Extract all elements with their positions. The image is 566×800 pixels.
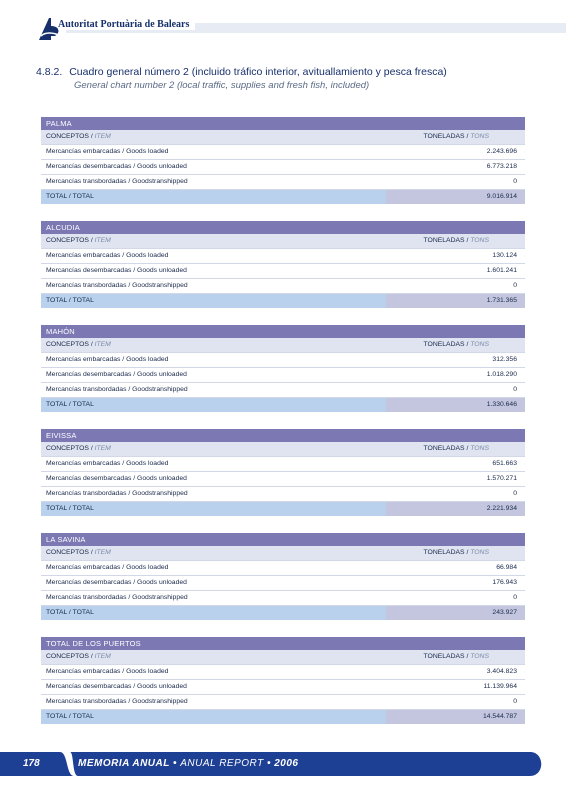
total-row <box>41 294 525 308</box>
concept-column-header <box>41 130 386 144</box>
tons-header-en: TONS <box>470 653 489 660</box>
concept-header-es: CONCEPTOS / <box>46 653 93 660</box>
tons-column-header <box>386 338 525 352</box>
tons-column-header <box>386 442 525 456</box>
organization-name: Autoritat Portuària de Balears <box>58 19 195 30</box>
port-name: ALCUDIA <box>41 221 525 234</box>
row-label: Mercancías embarcadas / Goods loaded <box>46 460 169 467</box>
tons-header-en: TONS <box>470 341 489 348</box>
concept-header-en: ITEM <box>94 237 111 244</box>
total-value: 1.731.365 <box>386 294 525 308</box>
concept-header-es: CONCEPTOS / <box>46 237 93 244</box>
row-label: Mercancías transbordadas / Goodstranshipped <box>46 594 188 601</box>
port-table <box>41 637 525 724</box>
tons-column-header <box>386 130 525 144</box>
tons-header-es: TONELADAS / <box>423 445 469 452</box>
table-row <box>41 264 525 279</box>
table-row <box>41 383 525 398</box>
total-label: TOTAL / TOTAL <box>46 713 94 720</box>
tons-header-en: TONS <box>470 549 489 556</box>
total-row <box>41 502 525 516</box>
row-value: 0 <box>513 386 517 393</box>
page-number: 178 <box>23 758 40 769</box>
row-value: 6.773.218 <box>486 163 517 170</box>
row-value: 2.243.696 <box>486 148 517 155</box>
row-value: 0 <box>513 282 517 289</box>
row-label: Mercancías embarcadas / Goods loaded <box>46 668 169 675</box>
total-label: TOTAL / TOTAL <box>46 609 94 616</box>
concept-column-header <box>41 650 386 664</box>
row-value: 1.018.290 <box>486 371 517 378</box>
row-label: Mercancías transbordadas / Goodstranshipped <box>46 178 188 185</box>
total-label: TOTAL / TOTAL <box>46 505 94 512</box>
table-row <box>41 576 525 591</box>
row-value: 176.943 <box>492 579 517 586</box>
footer-label: MEMORIA ANUAL • ANUAL REPORT • 2006 <box>78 758 299 769</box>
section-number: 4.8.2. <box>36 66 63 78</box>
tons-header-en: TONS <box>470 133 489 140</box>
concept-header-en: ITEM <box>94 341 111 348</box>
row-label: Mercancías transbordadas / Goodstranshipped <box>46 490 188 497</box>
section-subtitle: General chart number 2 (local traffic, supplies and fresh fish, included) <box>74 80 370 91</box>
row-value: 0 <box>513 490 517 497</box>
port-table <box>41 117 525 204</box>
table-row <box>41 368 525 383</box>
table-row <box>41 695 525 710</box>
concept-header-en: ITEM <box>94 549 111 556</box>
row-label: Mercancías desembarcadas / Goods unloaded <box>46 163 187 170</box>
port-table <box>41 221 525 308</box>
section-title <box>36 66 536 78</box>
row-value: 130.124 <box>492 252 517 259</box>
tons-header-es: TONELADAS / <box>423 237 469 244</box>
row-label: Mercancías desembarcadas / Goods unloaded <box>46 579 187 586</box>
total-label: TOTAL / TOTAL <box>46 193 94 200</box>
port-table <box>41 429 525 516</box>
total-value: 9.016.914 <box>386 190 525 204</box>
total-label: TOTAL / TOTAL <box>46 297 94 304</box>
row-label: Mercancías embarcadas / Goods loaded <box>46 252 169 259</box>
row-label: Mercancías embarcadas / Goods loaded <box>46 564 169 571</box>
port-table <box>41 325 525 412</box>
port-name: MAHÓN <box>41 325 525 338</box>
section-title-text: Cuadro general número 2 (incluido tráfico interior, avituallamiento y pesca fresca) <box>69 66 447 78</box>
total-value: 2.221.934 <box>386 502 525 516</box>
tons-header-es: TONELADAS / <box>423 549 469 556</box>
port-name: PALMA <box>41 117 525 130</box>
total-row <box>41 710 525 724</box>
total-value: 14.544.787 <box>386 710 525 724</box>
row-label: Mercancías desembarcadas / Goods unloaded <box>46 683 187 690</box>
tons-column-header <box>386 650 525 664</box>
concept-header-es: CONCEPTOS / <box>46 549 93 556</box>
port-name: LA SAVINA <box>41 533 525 546</box>
footer-label-en: ANUAL REPORT <box>180 758 264 769</box>
section-title-block <box>36 66 536 91</box>
row-label: Mercancías transbordadas / Goodstranshipped <box>46 282 188 289</box>
concept-column-header <box>41 338 386 352</box>
total-value: 1.330.646 <box>386 398 525 412</box>
row-label: Mercancías desembarcadas / Goods unloaded <box>46 267 187 274</box>
table-row <box>41 249 525 264</box>
table-row <box>41 457 525 472</box>
concept-header-es: CONCEPTOS / <box>46 133 93 140</box>
tons-header-en: TONS <box>470 237 489 244</box>
table-row <box>41 472 525 487</box>
table-row <box>41 353 525 368</box>
table-row <box>41 487 525 502</box>
concept-column-header <box>41 234 386 248</box>
concept-header-es: CONCEPTOS / <box>46 341 93 348</box>
footer-year: 2006 <box>274 758 299 769</box>
concept-column-header <box>41 546 386 560</box>
column-header-row <box>41 234 525 249</box>
row-value: 1.570.271 <box>486 475 517 482</box>
column-header-row <box>41 650 525 665</box>
column-header-row <box>41 338 525 353</box>
row-label: Mercancías embarcadas / Goods loaded <box>46 148 169 155</box>
tons-header-es: TONELADAS / <box>423 341 469 348</box>
table-row <box>41 680 525 695</box>
total-row <box>41 606 525 620</box>
concept-header-es: CONCEPTOS / <box>46 445 93 452</box>
concept-header-en: ITEM <box>94 445 111 452</box>
port-name: TOTAL DE LOS PUERTOS <box>41 637 525 650</box>
tons-header-es: TONELADAS / <box>423 133 469 140</box>
total-value: 243.927 <box>386 606 525 620</box>
table-row <box>41 561 525 576</box>
column-header-row <box>41 442 525 457</box>
tons-column-header <box>386 234 525 248</box>
table-row <box>41 160 525 175</box>
concept-header-en: ITEM <box>94 133 111 140</box>
table-row <box>41 591 525 606</box>
row-label: Mercancías transbordadas / Goodstranshipped <box>46 698 188 705</box>
port-table <box>41 533 525 620</box>
concept-header-en: ITEM <box>94 653 111 660</box>
row-value: 66.984 <box>496 564 517 571</box>
row-value: 3.404.823 <box>486 668 517 675</box>
row-label: Mercancías desembarcadas / Goods unloaded <box>46 475 187 482</box>
tons-header-en: TONS <box>470 445 489 452</box>
row-label: Mercancías desembarcadas / Goods unloaded <box>46 371 187 378</box>
page-footer <box>0 750 566 778</box>
row-value: 0 <box>513 698 517 705</box>
tons-header-es: TONELADAS / <box>423 653 469 660</box>
page-header <box>0 14 566 42</box>
column-header-row <box>41 546 525 561</box>
row-label: Mercancías transbordadas / Goodstranshipped <box>46 386 188 393</box>
total-label: TOTAL / TOTAL <box>46 401 94 408</box>
row-value: 312.356 <box>492 356 517 363</box>
footer-label-es: MEMORIA ANUAL <box>78 758 170 769</box>
row-value: 651.663 <box>492 460 517 467</box>
concept-column-header <box>41 442 386 456</box>
table-row <box>41 665 525 680</box>
table-row <box>41 279 525 294</box>
total-row <box>41 398 525 412</box>
total-row <box>41 190 525 204</box>
column-header-row <box>41 130 525 145</box>
row-value: 11.139.964 <box>483 683 517 690</box>
tons-column-header <box>386 546 525 560</box>
port-name: EIVISSA <box>41 429 525 442</box>
table-row <box>41 175 525 190</box>
row-value: 0 <box>513 594 517 601</box>
row-value: 1.601.241 <box>486 267 517 274</box>
row-value: 0 <box>513 178 517 185</box>
row-label: Mercancías embarcadas / Goods loaded <box>46 356 169 363</box>
table-row <box>41 145 525 160</box>
